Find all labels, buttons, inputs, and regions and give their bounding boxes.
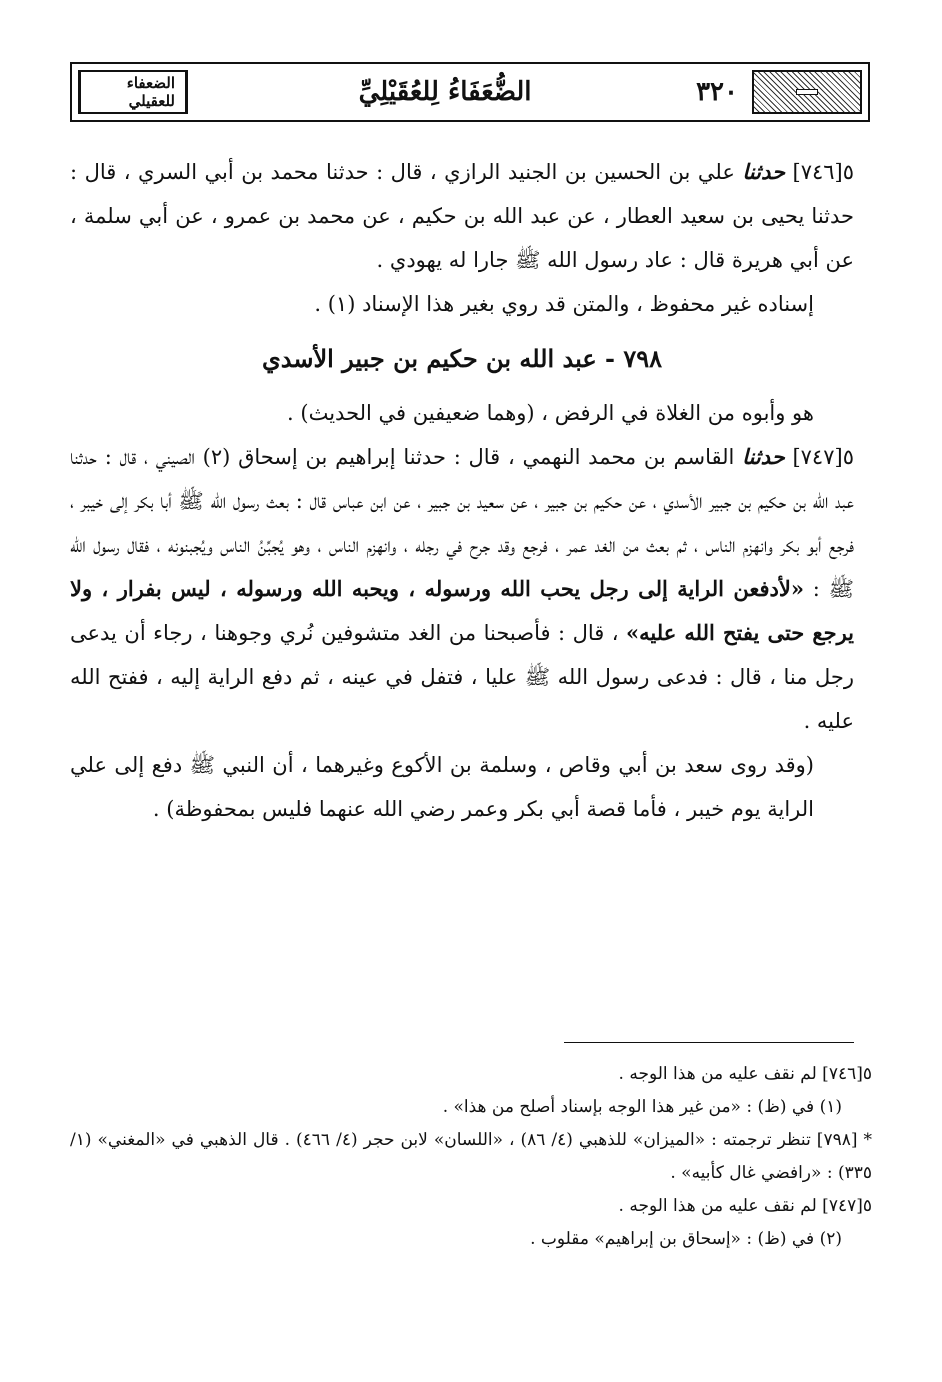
footnote-746: ٥[٧٤٦] لم نقف عليه من هذا الوجه . (618, 1064, 872, 1084)
hadith-lead-2: حدثنا (742, 444, 785, 469)
header-ornament-left (78, 70, 188, 114)
running-title: الضُّعَفَاءُ لِلعُقَيْلِيِّ (358, 77, 532, 107)
header-left (72, 70, 194, 114)
page-header (70, 62, 870, 122)
paragraph-747: ٥[٧٤٧] حدثنا القاسم بن محمد النهمي ، قال : حدثنا إبراهيم بن إسحاق (٢) الصيني ، قال : حدثنا عبد الله بن حكيم بن جبير الأسدي ، عن حكيم بن جبير ، عن سعيد بن جبير ، عن ابن عباس قال : بعث رسول الله ﷺ أبا بكر إلى خيبر ، فرجع أبو بكر وانهزم الناس ، ثم بعث من الغد عمر ، فرجع وقد جرح في رجله ، وانهزم الناس ، وهو يُجبِّنُ الناس ويُجبنونه ، فقال رسول الله ﷺ : «لأدفعن الراية إلى رجل يحب الله ورسوله ، ويحبه الله ورسوله ، ليس بفرار ، ولا يرجع حتى يفتح الله عليه» ، قال : فأصبحنا من الغد متشوفين نُري وجوهنا ، رجاء أن يدعى رجل منا ، قال : فدعى رسول الله ﷺ عليا ، فتفل في عينه ، ثم دفع الراية إليه ، ففتح الله عليه . (70, 444, 854, 733)
footnote-2: (٢) في (ظ) : «إسحاق بن إبراهيم» مقلوب . (530, 1229, 842, 1249)
ornament-label: الضعفاء للعقيلي (80, 71, 186, 113)
paragraph-commentary: (وقد روى سعد بن أبي وقاص ، وسلمة بن الأكوع وغيرهما ، أن النبي ﷺ دفع إلى علي الراية يوم خيبر ، فأما قصة أبي بكر وعمر رضي الله عنهما فليس بمحفوظة) . (70, 753, 814, 821)
header-right (696, 70, 868, 114)
main-text (70, 150, 854, 831)
footnote-798: * [٧٩٨] تنظر ترجمته : «الميزان» للذهبي (٤/ ٨٦) ، «اللسان» لابن حجر (٤/ ٤٦٦) . قال الذهبي في «المغني» (١/ ٣٣٥) : «رافضي غال كأبيه» . (70, 1130, 872, 1183)
footnote-separator (564, 1042, 854, 1043)
paragraph-746: ٥[٧٤٦] حدثنا علي بن الحسين بن الجنيد الرازي ، قال : حدثنا محمد بن أبي السري ، قال : حدثنا يحيى بن سعيد العطار ، عن عبد الله بن حكيم ، عن محمد بن عمرو ، عن أبي سلمة ، عن أبي هريرة قال : عاد رسول الله ﷺ جارا له يهودي . (70, 159, 855, 272)
footnote-1: (١) في (ظ) : «من غير هذا الوجه بإسناد أصلح من هذا» . (442, 1097, 842, 1117)
paragraph-isnad-note: إسناده غير محفوظ ، والمتن قد روي بغير هذا الإسناد (١) . (314, 292, 814, 316)
entry-heading: ٧٩٨ - عبد الله بن حكيم بن جبير الأسدي (261, 344, 663, 373)
page-number: ٣٢٠ (696, 77, 738, 107)
footnote-747: ٥[٧٤٧] لم نقف عليه من هذا الوجه . (618, 1196, 872, 1216)
header-ornament-right (752, 70, 862, 114)
hadith-quote: «لأدفعن الراية إلى رجل يحب الله ورسوله ، ويحبه الله ورسوله ، ليس بفرار ، ولا يرجع حتى يفتح الله عليه» (70, 576, 854, 645)
hadith-lead: حدثنا (742, 159, 785, 184)
footnotes (70, 1058, 872, 1256)
paragraph-description: هو وأبوه من الغلاة في الرفض ، (وهما ضعيفين في الحديث) . (287, 401, 814, 425)
